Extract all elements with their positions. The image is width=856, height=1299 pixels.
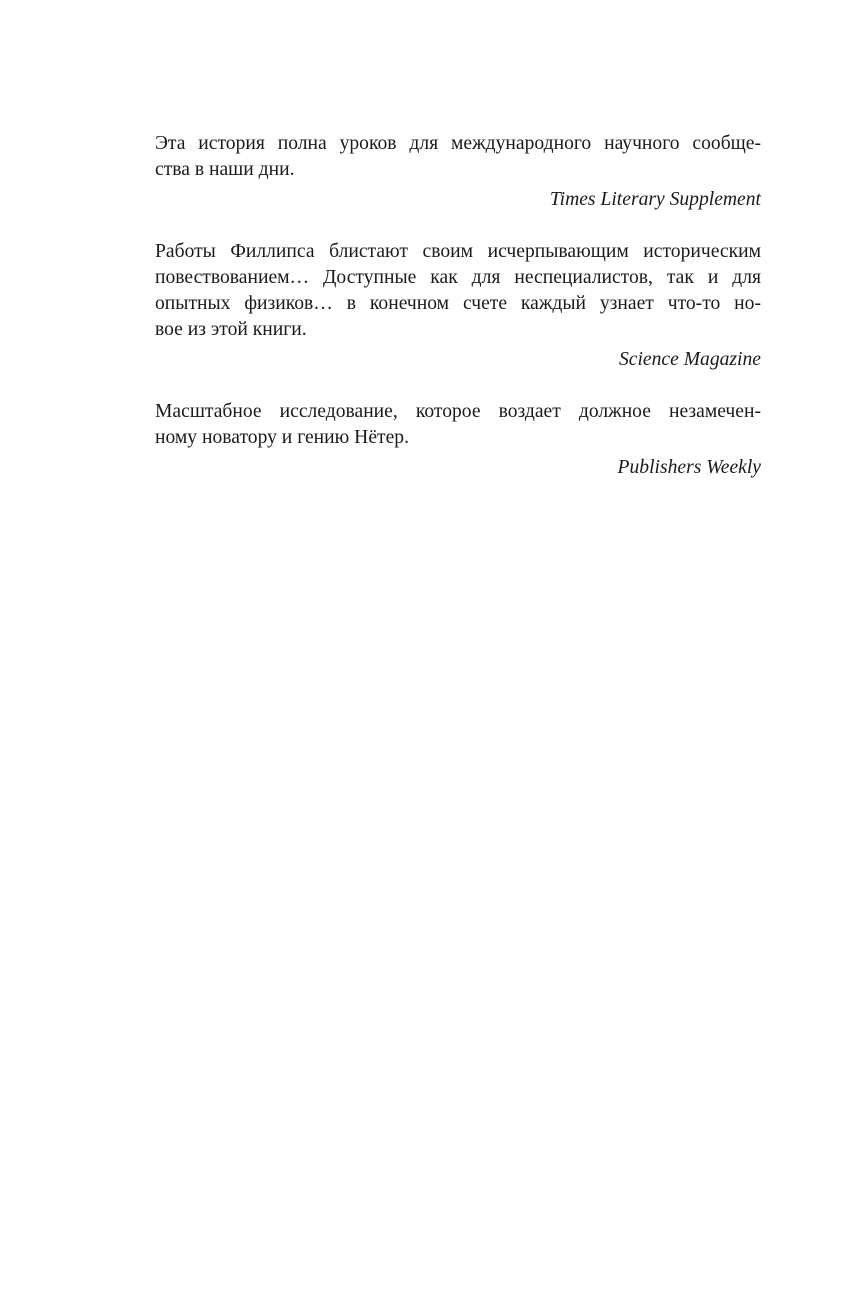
review-source: Science Magazine xyxy=(619,349,761,370)
review-source: Times Literary Supplement xyxy=(549,189,761,210)
quote-line: Масштабное исследование, которое воздает должное незамечен- xyxy=(155,401,761,422)
review-science-magazine xyxy=(155,239,761,373)
review-times-literary-supplement xyxy=(155,131,761,213)
review-publishers-weekly xyxy=(155,399,761,481)
quote-line: ному новатору и гению Нётер. xyxy=(155,427,409,448)
review-quote xyxy=(155,399,761,451)
quote-line: повествованием… Доступные как для неспециалистов, так и для xyxy=(155,267,761,288)
quote-line: ства в наши дни. xyxy=(155,159,295,180)
quote-line: Эта история полна уроков для международного научного сообще- xyxy=(155,133,761,154)
reviews-page xyxy=(155,131,761,481)
review-source: Publishers Weekly xyxy=(617,457,761,478)
review-quote xyxy=(155,131,761,183)
quote-line: опытных физиков… в конечном счете каждый узнает что-то но- xyxy=(155,293,761,314)
quote-line: вое из этой книги. xyxy=(155,319,307,340)
review-quote xyxy=(155,239,761,343)
quote-line: Работы Филлипса блистают своим исчерпывающим историческим xyxy=(155,241,761,262)
